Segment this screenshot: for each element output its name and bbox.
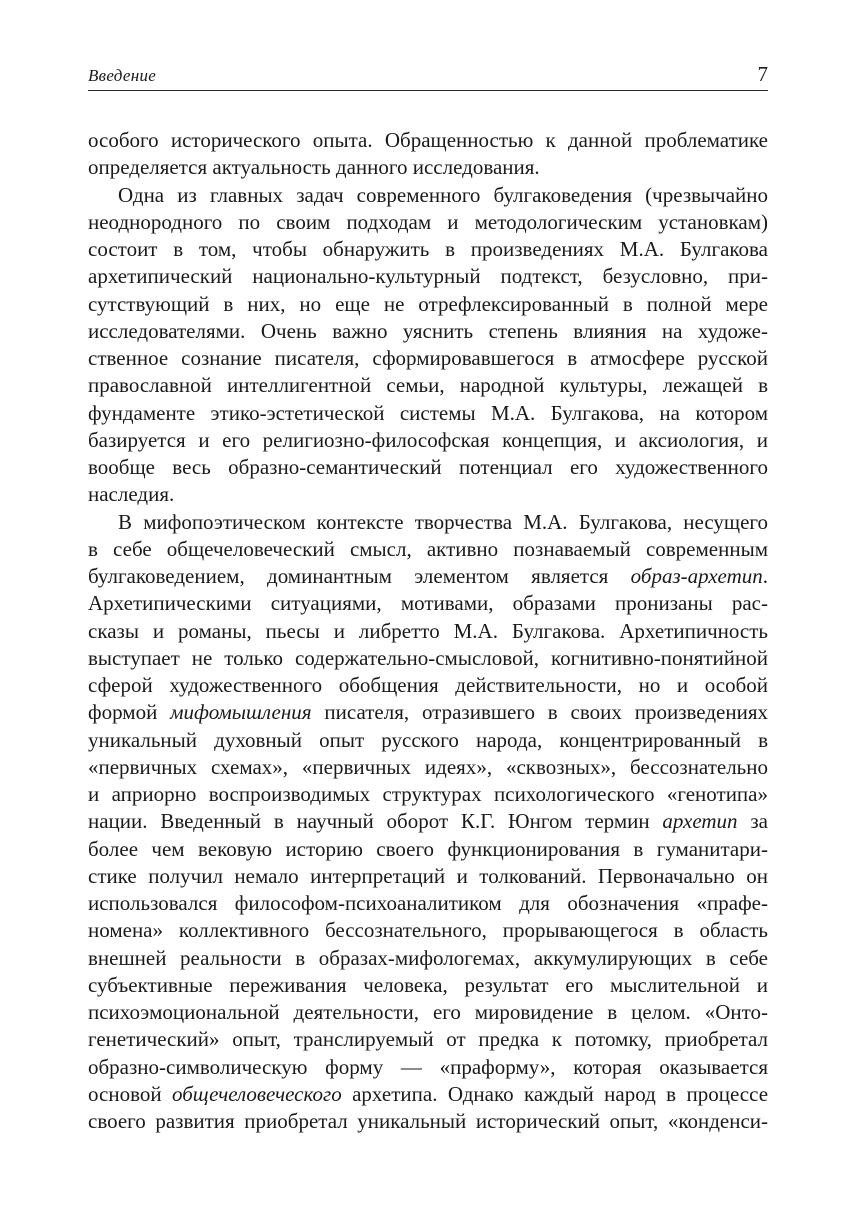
- text-line: исследователями. Очень важно уяснить степень влияния на художе-: [88, 318, 768, 343]
- text-line: архетипический национально-культурный подтекст, безусловно, при-: [88, 264, 768, 289]
- text-line: внешней реальности в образах-мифологемах, аккумулирующих в себе: [88, 945, 768, 970]
- text-line: сказы и романы, пьесы и либретто М.А. Булгакова. Архетипичность: [88, 618, 768, 643]
- text-line: вообще весь образно-семантический потенциал его художественного: [88, 455, 768, 479]
- text-run: булгаковедением, доминантным элементом является: [88, 564, 631, 588]
- text-line: сутствующий в них, но еще не отрефлексированный в полной мере: [88, 291, 768, 316]
- text-run: за: [737, 809, 768, 834]
- text-line: психоэмоциональной деятельности, его мировидение в целом. «Онто-: [88, 1000, 768, 1024]
- text-line: ственное сознание писателя, сформировавшегося в атмосфере русской: [88, 346, 768, 370]
- text-line: номена» коллективного бессознательного, прорывающегося в область: [88, 918, 768, 943]
- text-line: наследия.: [88, 482, 175, 507]
- emphasis-term: образ-архетип: [630, 564, 763, 588]
- text-line: и априорно воспроизводимых структурах психологического «генотипа»: [88, 782, 768, 806]
- text-line: субъективные переживания человека, результат его мыслительной и: [88, 972, 768, 997]
- text-line: [88, 699, 768, 726]
- text-line: более чем вековую историю своего функционирования в гуманитари-: [88, 836, 768, 861]
- text-run: писателя, отразившего в своих произведениях: [311, 700, 768, 725]
- text-line: уникальный духовный опыт русского народа, концентрированный в: [88, 727, 768, 752]
- text-line: образно-символическую форму — «праформу», которая оказывается: [88, 1054, 768, 1079]
- text-line: использовался философом-психоаналитиком для обозначения «прафе-: [88, 891, 768, 915]
- running-header: [88, 64, 768, 91]
- page-number: 7: [757, 62, 768, 86]
- text-run: архетипа. Однако каждый народ в процессе: [341, 1081, 768, 1106]
- text-run: формой: [88, 700, 171, 725]
- text-line: [88, 563, 768, 590]
- text-line: фундаменте этико-эстетической системы М.А. Булгакова, на котором: [88, 400, 768, 425]
- section-title: Введение: [88, 66, 157, 85]
- text-line: в себе общечеловеческий смысл, активно познаваемый современным: [88, 536, 768, 561]
- text-line: «первичных схемах», «первичных идеях», «сквозных», бессознательно: [88, 754, 768, 779]
- text-line: определяется актуальность данного исследования.: [88, 155, 540, 180]
- text-line: базируется и его религиозно-философская концепция, и аксиология, и: [88, 427, 768, 452]
- text-line: [88, 1081, 768, 1108]
- emphasis-term: мифомышления: [170, 700, 312, 725]
- text-run: .: [762, 564, 768, 588]
- text-line: выступает не только содержательно-смысловой, когнитивно-понятийной: [88, 645, 768, 670]
- text-line: своего развития приобретал уникальный исторический опыт, «конденси-: [88, 1109, 768, 1133]
- body-text: [88, 127, 768, 1135]
- text-line: особого исторического опыта. Обращенностью к данной проблематике: [88, 128, 768, 152]
- emphasis-term: общечеловеческого: [172, 1081, 342, 1106]
- text-line: В мифопоэтическом контексте творчества М.А. Булгакова, несущего: [118, 509, 768, 534]
- text-line: Архетипическими ситуациями, мотивами, образами пронизаны рас-: [88, 591, 768, 616]
- text-run: основой: [88, 1081, 172, 1106]
- text-line: неоднородного по своим подходам и методологическим установкам): [88, 209, 768, 234]
- text-line: православной интеллигентной семьи, народной культуры, лежащей в: [88, 373, 768, 398]
- text-line: сферой художественного обобщения действительности, но и особой: [88, 673, 768, 697]
- text-line: генетический» опыт, транслируемый от предка к потомку, приобретал: [88, 1027, 768, 1052]
- text-line: состоит в том, чтобы обнаружить в произведениях М.А. Булгакова: [88, 237, 768, 261]
- text-line: стике получил немало интерпретаций и толкований. Первоначально он: [88, 863, 768, 888]
- text-line: Одна из главных задач современного булгаковедения (чрезвычайно: [118, 182, 768, 207]
- text-line: [88, 808, 768, 835]
- emphasis-term: архетип: [662, 809, 738, 834]
- text-run: нации. Введенный в научный оборот К.Г. Юнгом термин: [88, 809, 663, 834]
